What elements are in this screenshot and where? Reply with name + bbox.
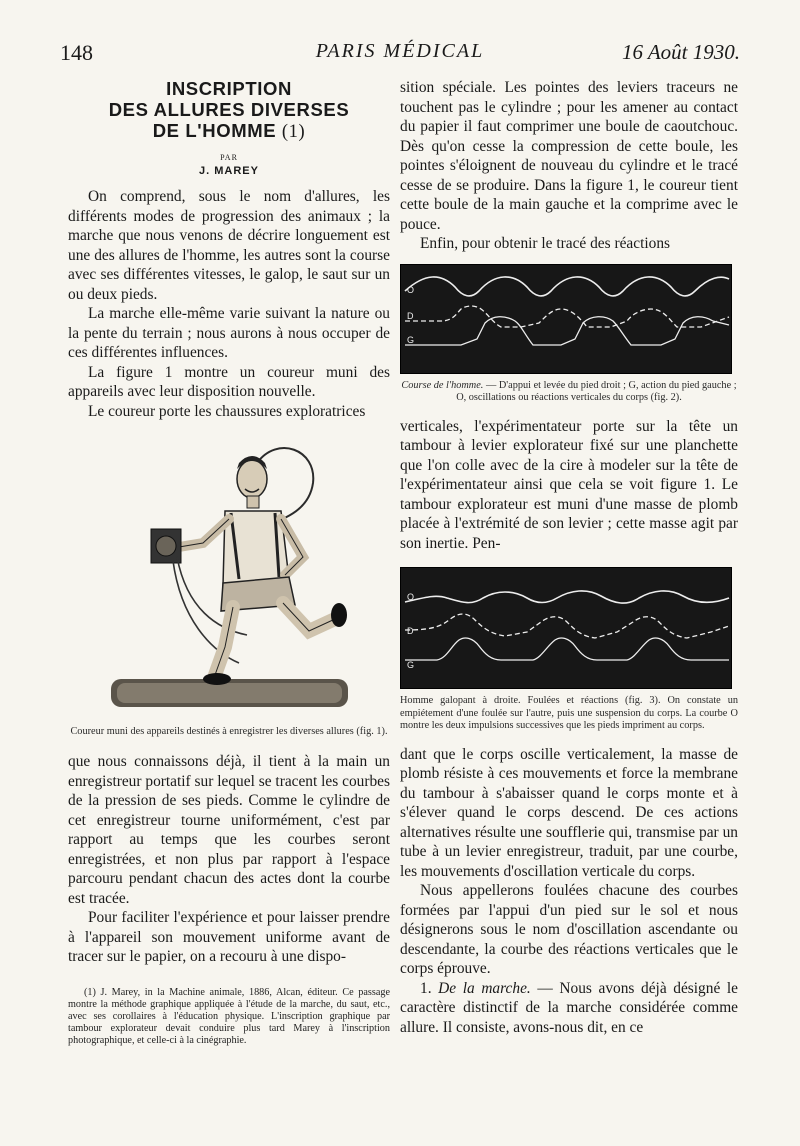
galop-trace-plate [400,567,732,689]
figure-runner [68,439,390,738]
paragraph-figure-1: La figure 1 montre un coureur muni des appareils avec leur disposition nouvelle. [68,363,390,400]
course-trace-plate [400,264,732,374]
paragraph-enfin: Enfin, pour obtenir le tracé des réactions [420,235,671,252]
paragraph-allures: On comprend, sous le nom d'allures, les différents modes de progression des animaux ; la marche que nous venons de décrire longuement est une des allures de l'homme, les autres sont la course avec ses différentes vitesses, le galop, le saut sur un ou deux pieds. [68,188,390,303]
journal-name: PARIS MÉDICAL [315,40,485,62]
paragraph-coureur: Le coureur porte les chaussures exploratrices [88,402,366,420]
section-number: 1. [420,979,432,997]
figure-course [400,264,738,405]
figure-2-caption [400,380,738,405]
figure-3-caption: Homme galopant à droite. Foulées et réactions (fig. 3). On constate un empiétement d'une foulée sur l'autre, puis une suspension du corps. La courbe O montre les deux impulsions successives que les pieds impriment au corps. [400,695,738,732]
galop-trace-d [405,614,729,638]
issue-date: 16 Août 1930. [621,40,740,64]
galop-label-d: D [407,626,414,637]
left-column [68,78,390,1048]
article-title [68,78,390,143]
galop-trace-o [405,591,729,603]
course-label-o: O [407,284,415,295]
paragraph-enregistreur: que nous connaissons déjà, il tient à la main un enregistreur portatif sur lequel se tracent les courbes de la pression de ses pieds. Comme le cylindre de cet enregistreur tourne uniformément, c'est par rapport au temps que les courbes seront enregistrées, et non plus par rapport à l'espace parcouru pendant chacun des actes dont la courbe est tracée. [68,753,390,907]
course-label-d: D [407,310,414,321]
section-de-la-marche [400,979,738,1038]
title-line-2: DES ALLURES DIVERSES [108,99,350,120]
galop-trace-g [405,638,729,660]
course-trace-g [405,316,729,344]
course-trace-d [405,306,729,327]
footnote: (1) J. Marey, in la Machine animale, 1886, Alcan, éditeur. Ce passage montre la méthode graphique appliquée à l'étude de la marche, du saut, etc., avec ses corollaires à l'éducation physique. L'inscription graphique par tambour explorateur devait conduire plus tard Marey à l'inscription photographique, et celle-ci à la cinégraphie. [68,986,390,1047]
section-heading: De la marche. [438,979,531,997]
runner-engraving [107,439,352,719]
figure-2-caption-title: Course de l'homme. [401,379,484,391]
paragraph-marche-varie: La marche elle-même varie suivant la nature ou la pente du terrain ; nous aurons à nous occuper de ces différentes influences. [68,305,390,361]
running-head [60,40,740,70]
paragraph-faciliter: Pour faciliter l'expérience et pour laisser prendre à l'appareil son mouvement uniforme avant de tracer sur le papier, on a recouru à une dispo- [68,909,390,965]
paragraph-foulees: Nous appellerons foulées chacune des courbes formées par l'appui d'un pied sur le sol et nous désignerons sous le nom d'oscillation ascendante ou descendante, la courbe des réactions verticales que le corps éprouve. [400,882,738,978]
right-column [400,78,738,1037]
section-text: — Nous avons déjà désigné le caractère distinctif de la marche considérée comme allure. Il consiste, avons-nous dit, en ce [400,979,739,1036]
page-number: 148 [60,40,93,65]
paragraph-verticales: verticales, l'expérimentateur porte sur la tête un tambour à levier explorateur fixé sur une planchette que l'on colle avec de la cire à modeler sur la tête de l'expérimentateur ainsi que cela se voit figure 1. Le tambour explorateur est muni d'une masse de plomb placée à l'extrémité de son levier ; cette masse agit par son inertie. Pen- [400,417,738,552]
galop-label-o: O [407,592,415,603]
footnote-reference: (1) [281,122,306,142]
galop-label-g: G [407,660,415,671]
figure-galop [400,567,738,733]
title-line-1: INSCRIPTION [166,78,292,99]
paragraph-dant: dant que le corps oscille verticalement, la masse de plomb résiste à ces mouvements et force la membrane du tambour à s'abaisser quand le corps monte et à s'élever quand le corps descend. De ces actions alternatives résulte une soufflerie qui, transmise par un tube à un levier enregistreur, traduit, par une courbe, les mouvements d'oscillation verticale du corps. [400,745,738,880]
figure-1-caption: Coureur muni des appareils destinés à enregistrer les diverses allures (fig. 1). [70,726,388,737]
figure-2-caption-text: — D'appui et levée du pied droit ; G, action du pied gauche ; O, oscillations ou réactions verticales du corps (fig. 2). [456,379,737,404]
course-trace-o [405,276,729,295]
byline-par: PAR [220,153,238,162]
paragraph-disposition: sition spéciale. Les pointes des leviers traceurs ne touchent pas le cylindre ; pour les amener au contact du papier il faut comprimer une boule de caoutchouc. Dès qu'on cesse la compression de cette boule, les pointes s'éloignent de nouveau du cylindre et le tracé cesse de se produire. Dans la figure 1, le coureur tient cette boule de la main gauche et la comprime avec le pouce. [400,79,738,233]
author-name: J. MAREY [199,165,259,177]
course-label-g: G [407,334,415,345]
title-line-3: DE L'HOMME [152,120,277,141]
